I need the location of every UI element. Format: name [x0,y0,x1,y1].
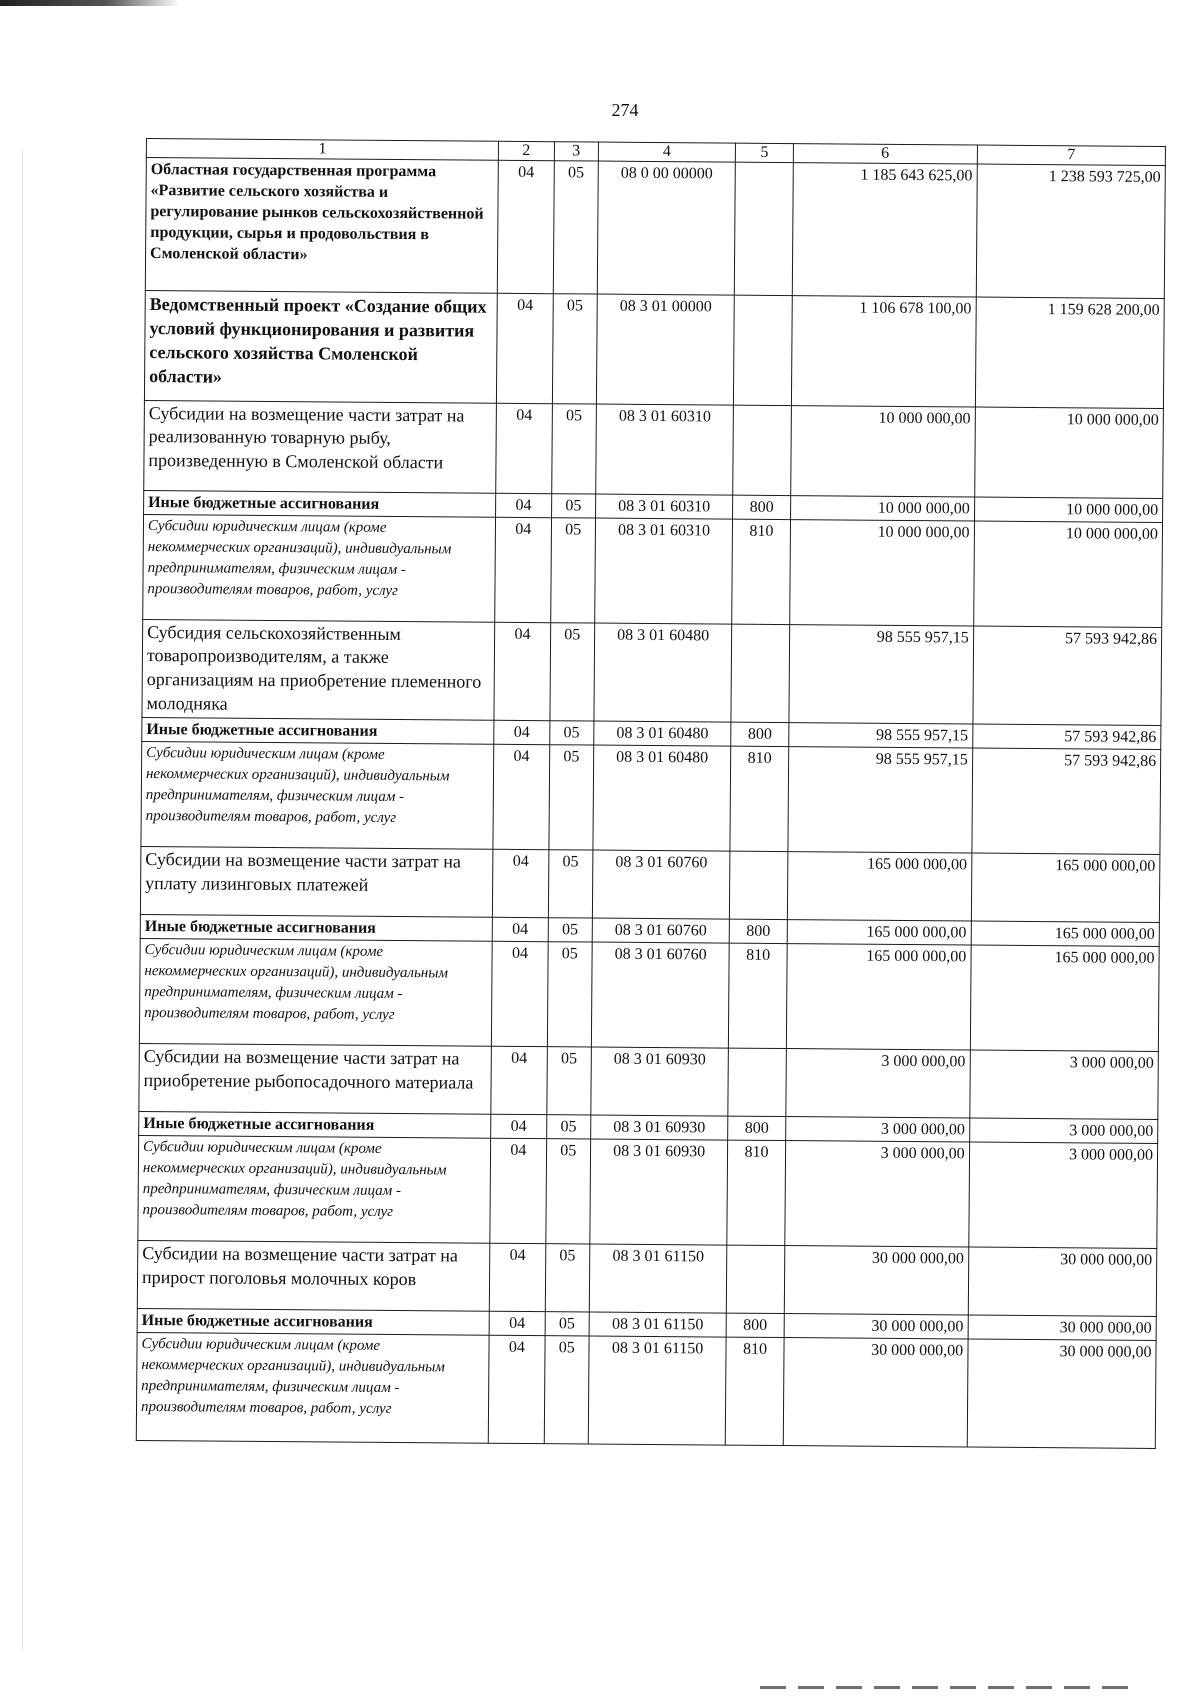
header-col-1: 1 [146,139,498,160]
row-name-cell: Субсидии юридическим лицам (кроме некоммерческих организаций), индивидуальным предпринимателям, физическим лицам - производителям товаров, работ, услуг [141,741,494,849]
amount-year-2-cell: 10 000 000,00 [974,407,1163,498]
amount-year-1-cell: 1 185 643 625,00 [792,162,977,296]
scan-margin-line [22,150,23,1650]
target-article-cell: 08 0 00 00000 [597,161,735,295]
header-col-5: 5 [736,143,794,162]
table-row [142,619,1162,725]
subsection-cell: 05 [553,160,598,293]
subsection-cell: 05 [546,1115,590,1139]
section-cell: 04 [495,517,551,622]
amount-year-1-cell: 10 000 000,00 [791,405,976,496]
amount-year-1-cell: 165 000 000,00 [787,851,971,920]
amount-year-2-cell: 1 159 628 200,00 [975,297,1164,408]
row-name-cell: Субсидия сельскохозяйственным товаропроизводителям, а также организациям на приобретение племенного молодняка [142,619,495,720]
target-article-cell: 08 3 01 61150 [589,1312,727,1337]
subsection-cell: 05 [545,1312,589,1336]
subsection-cell: 05 [549,744,594,849]
row-name-cell: Субсидии юридическим лицам (кроме некоммерческих организаций), индивидуальным предпринимателям, физическим лицам - производителям товаров, работ, услуг [138,1136,491,1244]
amount-year-1-cell: 98 555 957,15 [788,746,973,852]
section-cell: 04 [493,849,549,917]
target-article-cell: 08 3 01 60310 [595,494,733,519]
target-article-cell: 08 3 01 60310 [596,404,734,495]
table-row [136,1333,1156,1449]
amount-year-2-cell: 165 000 000,00 [971,921,1160,947]
section-cell: 04 [494,622,550,720]
section-cell: 04 [496,493,552,518]
section-cell: 04 [493,744,549,849]
amount-year-2-cell: 1 238 593 725,00 [976,164,1165,298]
amount-year-2-cell: 30 000 000,00 [967,1339,1156,1448]
expense-type-cell: 810 [725,1337,783,1445]
amount-year-2-cell: 10 000 000,00 [973,521,1162,627]
section-cell: 04 [488,1335,544,1443]
table-row [144,400,1164,498]
target-article-cell: 08 3 01 60480 [593,745,731,851]
amount-year-2-cell: 3 000 000,00 [969,1118,1158,1144]
row-name-cell: Субсидии юридическим лицам (кроме некоммерческих организаций), индивидуальным предпринимателям, физическим лицам - производителям товаров, работ, услуг [143,514,496,622]
expense-type-cell [734,295,792,405]
amount-year-2-cell: 3 000 000,00 [968,1142,1157,1248]
header-col-6: 6 [793,144,977,164]
amount-year-2-cell: 57 593 942,86 [972,724,1161,750]
budget-table-sheet [136,138,1166,1449]
section-cell: 04 [490,1243,546,1311]
subsection-cell: 05 [546,1047,591,1115]
header-col-7: 7 [977,145,1165,165]
expense-type-cell: 810 [729,943,787,1048]
section-cell: 04 [496,403,552,493]
amount-year-1-cell: 98 555 957,15 [789,624,974,723]
subsection-cell: 05 [551,403,596,493]
target-article-cell: 08 3 01 61150 [588,1336,726,1445]
expense-type-cell: 800 [731,722,789,747]
target-article-cell: 08 3 01 60930 [591,1047,729,1116]
target-article-cell: 08 3 01 60760 [592,850,730,919]
page-number: 274 [611,100,639,120]
section-cell: 04 [497,293,553,403]
header-col-3: 3 [554,142,598,161]
row-name-cell: Иные бюджетные ассигнования [144,490,496,517]
expense-type-cell [727,1245,785,1313]
target-article-cell: 08 3 01 60930 [590,1139,728,1245]
row-name-cell: Иные бюджетные ассигнования [139,1111,491,1138]
amount-year-1-cell: 30 000 000,00 [784,1246,968,1315]
table-row [145,157,1165,298]
target-article-cell: 08 3 01 60760 [591,942,729,1048]
table-row [140,846,1160,922]
expense-type-cell [735,162,794,295]
row-name-cell: Областная государственная программа «Развитие сельского хозяйства и регулирование рынков сельскохозяйственной продукции, сырья и продовольствия в Смоленской области» [145,157,498,293]
section-cell: 04 [498,160,554,293]
subsection-cell: 05 [552,293,597,403]
expense-type-cell [731,624,789,722]
section-cell: 04 [492,941,548,1046]
amount-year-2-cell: 10 000 000,00 [974,497,1163,523]
subsection-cell: 05 [545,1139,590,1244]
expense-type-cell [733,405,791,495]
header-col-2: 2 [499,141,555,160]
target-article-cell: 08 3 01 60480 [594,721,732,746]
subsection-cell: 05 [544,1336,589,1444]
expense-type-cell: 800 [729,919,787,944]
amount-year-2-cell: 165 000 000,00 [971,853,1160,922]
target-article-cell: 08 3 01 00000 [596,294,734,405]
target-article-cell: 08 3 01 60480 [594,623,732,722]
amount-year-1-cell: 3 000 000,00 [786,1048,970,1117]
amount-year-1-cell: 98 555 957,15 [789,722,973,748]
expense-type-cell: 800 [733,495,791,520]
amount-year-2-cell: 165 000 000,00 [970,945,1159,1051]
amount-year-2-cell: 57 593 942,86 [972,748,1161,854]
row-name-cell: Иные бюджетные ассигнования [137,1308,489,1335]
expense-type-cell: 810 [730,746,788,851]
row-name-cell: Субсидии на возмещение части затрат на приобретение рыбопосадочного материала [139,1043,492,1114]
subsection-cell: 05 [549,720,593,744]
expense-type-cell: 800 [726,1313,784,1338]
target-article-cell: 08 3 01 60760 [592,918,730,943]
subsection-cell: 05 [551,493,595,517]
subsection-cell: 05 [548,849,593,917]
amount-year-1-cell: 165 000 000,00 [786,943,971,1049]
budget-table [136,138,1166,1449]
amount-year-2-cell: 57 593 942,86 [973,626,1162,725]
subsection-cell: 05 [550,622,595,720]
amount-year-2-cell: 3 000 000,00 [970,1050,1159,1119]
amount-year-1-cell: 10 000 000,00 [790,519,975,625]
section-cell: 04 [491,1046,547,1114]
subsection-cell: 05 [548,917,592,941]
amount-year-1-cell: 3 000 000,00 [785,1141,970,1247]
row-name-cell: Субсидии на возмещение части затрат на прирост поголовья молочных коров [137,1241,490,1312]
section-cell: 04 [490,1138,546,1243]
table-body [136,157,1165,1449]
table-row [139,938,1159,1051]
amount-year-1-cell: 3 000 000,00 [785,1116,969,1142]
scan-edge-mark [0,0,180,6]
table-row [143,514,1163,627]
section-cell: 04 [491,1114,547,1139]
amount-year-2-cell: 30 000 000,00 [968,1247,1157,1316]
amount-year-1-cell: 30 000 000,00 [783,1338,968,1447]
expense-type-cell: 800 [728,1116,786,1141]
amount-year-2-cell: 30 000 000,00 [968,1315,1157,1341]
expense-type-cell [728,1048,786,1116]
section-cell: 04 [494,720,550,745]
row-name-cell: Иные бюджетные ассигнования [140,914,492,941]
row-name-cell: Субсидии на возмещение части затрат на уплату лизинговых платежей [140,846,493,917]
amount-year-1-cell: 1 106 678 100,00 [791,295,976,406]
target-article-cell: 08 3 01 60310 [595,518,733,624]
amount-year-1-cell: 10 000 000,00 [790,495,974,521]
table-row [141,741,1161,854]
scan-bottom-marks [760,1686,1140,1689]
row-name-cell: Субсидии юридическим лицам (кроме некоммерческих организаций), индивидуальным предпринимателям, физическим лицам - производителям товаров, работ, услуг [136,1333,489,1444]
table-row [137,1241,1157,1317]
expense-type-cell: 810 [727,1140,785,1245]
subsection-cell: 05 [547,942,592,1047]
row-name-cell: Иные бюджетные ассигнования [142,717,494,744]
target-article-cell: 08 3 01 60930 [591,1115,729,1140]
row-name-cell: Ведомственный проект «Создание общих условий функционирования и развития сельского хозяйства Смоленской области» [144,290,497,403]
table-row [139,1043,1159,1119]
target-article-cell: 08 3 01 61150 [589,1244,727,1313]
table-row [138,1136,1158,1249]
table-row [144,290,1164,408]
header-col-4: 4 [598,142,735,162]
row-name-cell: Субсидии юридическим лицам (кроме некоммерческих организаций), индивидуальным предпринимателям, физическим лицам - производителям товаров, работ, услуг [139,938,492,1046]
amount-year-1-cell: 165 000 000,00 [787,919,971,945]
subsection-cell: 05 [545,1244,590,1312]
amount-year-1-cell: 30 000 000,00 [784,1314,968,1340]
row-name-cell: Субсидии на возмещение части затрат на реализованную товарную рыбу, произведенную в Смоленской области [144,400,497,493]
section-cell: 04 [489,1311,545,1336]
expense-type-cell [730,851,788,919]
expense-type-cell: 810 [732,519,790,624]
section-cell: 04 [492,917,548,942]
subsection-cell: 05 [550,517,595,622]
